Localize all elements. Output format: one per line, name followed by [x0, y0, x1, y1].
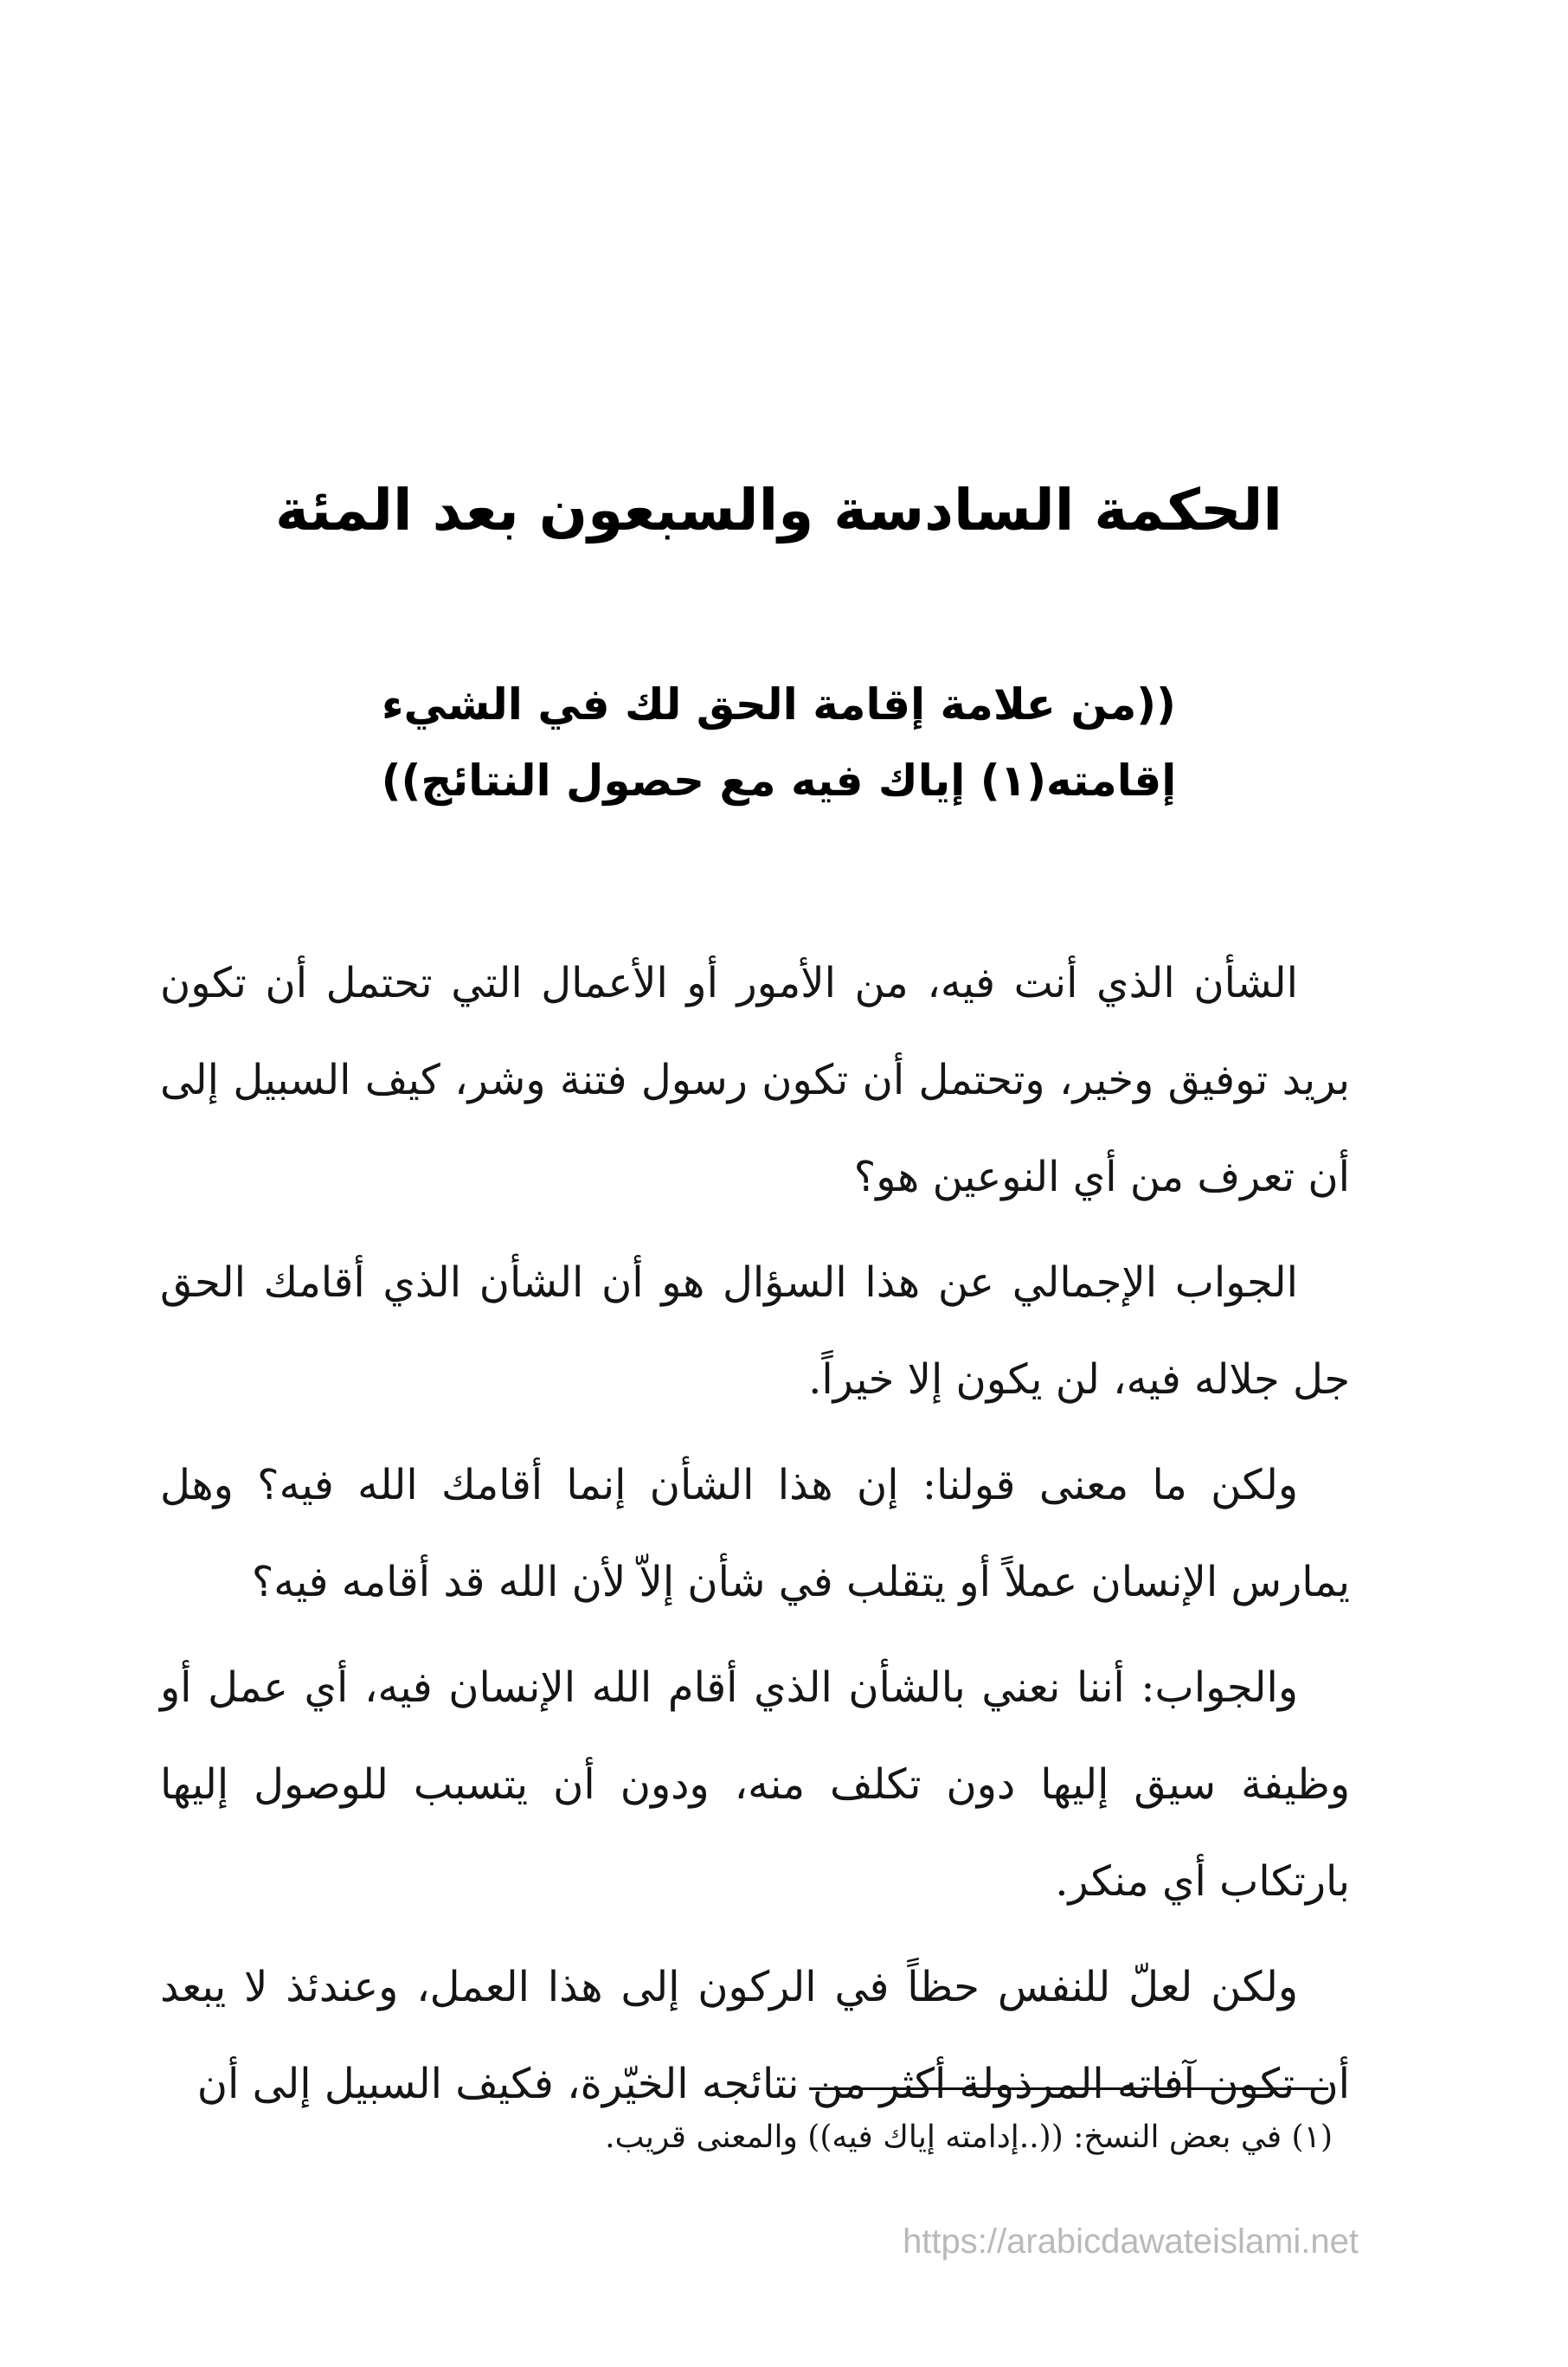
paragraph: الشأن الذي أنت فيه، من الأمور أو الأعمال التي تحتمل أن تكون بريد توفيق وخير، وتحتمل أن تكون رسول فتنة وشر، كيف السبيل إلى أن تعرف من أي النوعين هو؟	[160, 959, 1350, 1201]
paragraph: ولكن لعلّ للنفس حظاً في الركون إلى هذا العمل، وعندئذ لا يبعد أن تكون آفاته المرذولة أكثر من نتائجه الخيّرة، فكيف السبيل إلى أن	[160, 1963, 1350, 2108]
paragraph: الجواب الإجمالي عن هذا السؤال هو أن الشأن الذي أقامك الحق جل جلاله فيه، لن يكون إلا خيراً.	[160, 1258, 1350, 1404]
page-title: الحكمة السادسة والسبعون بعد المئة	[275, 477, 1282, 544]
aphorism-line-2: إقامته(١) إياك فيه مع حصول النتائج))	[381, 756, 1177, 806]
footnote: (١) في بعض النسخ: ((..إدامته إياك فيه)) والمعنى قريب.	[605, 2119, 1333, 2155]
watermark-url: https://arabicdawateislami.net	[903, 2222, 1359, 2261]
paragraph: ولكن ما معنى قولنا: إن هذا الشأن إنما أقامك الله فيه؟ وهل يمارس الإنسان عملاً أو يتقلب في شأن إلاّ لأن الله قد أقامه فيه؟	[160, 1461, 1350, 1606]
footnote-divider	[809, 2087, 1328, 2090]
aphorism-line-1: ((من علامة إقامة الحق لك في الشيء	[381, 679, 1177, 730]
aphorism-quote	[346, 666, 1211, 819]
paragraph: والجواب: أننا نعني بالشأن الذي أقام الله الإنسان فيه، أي عمل أو وظيفة سيق إليها دون تكلف منه، ودون أن يتسبب للوصول إليها بارتكاب أي منكر.	[160, 1663, 1350, 1906]
body-text	[160, 935, 1350, 2141]
